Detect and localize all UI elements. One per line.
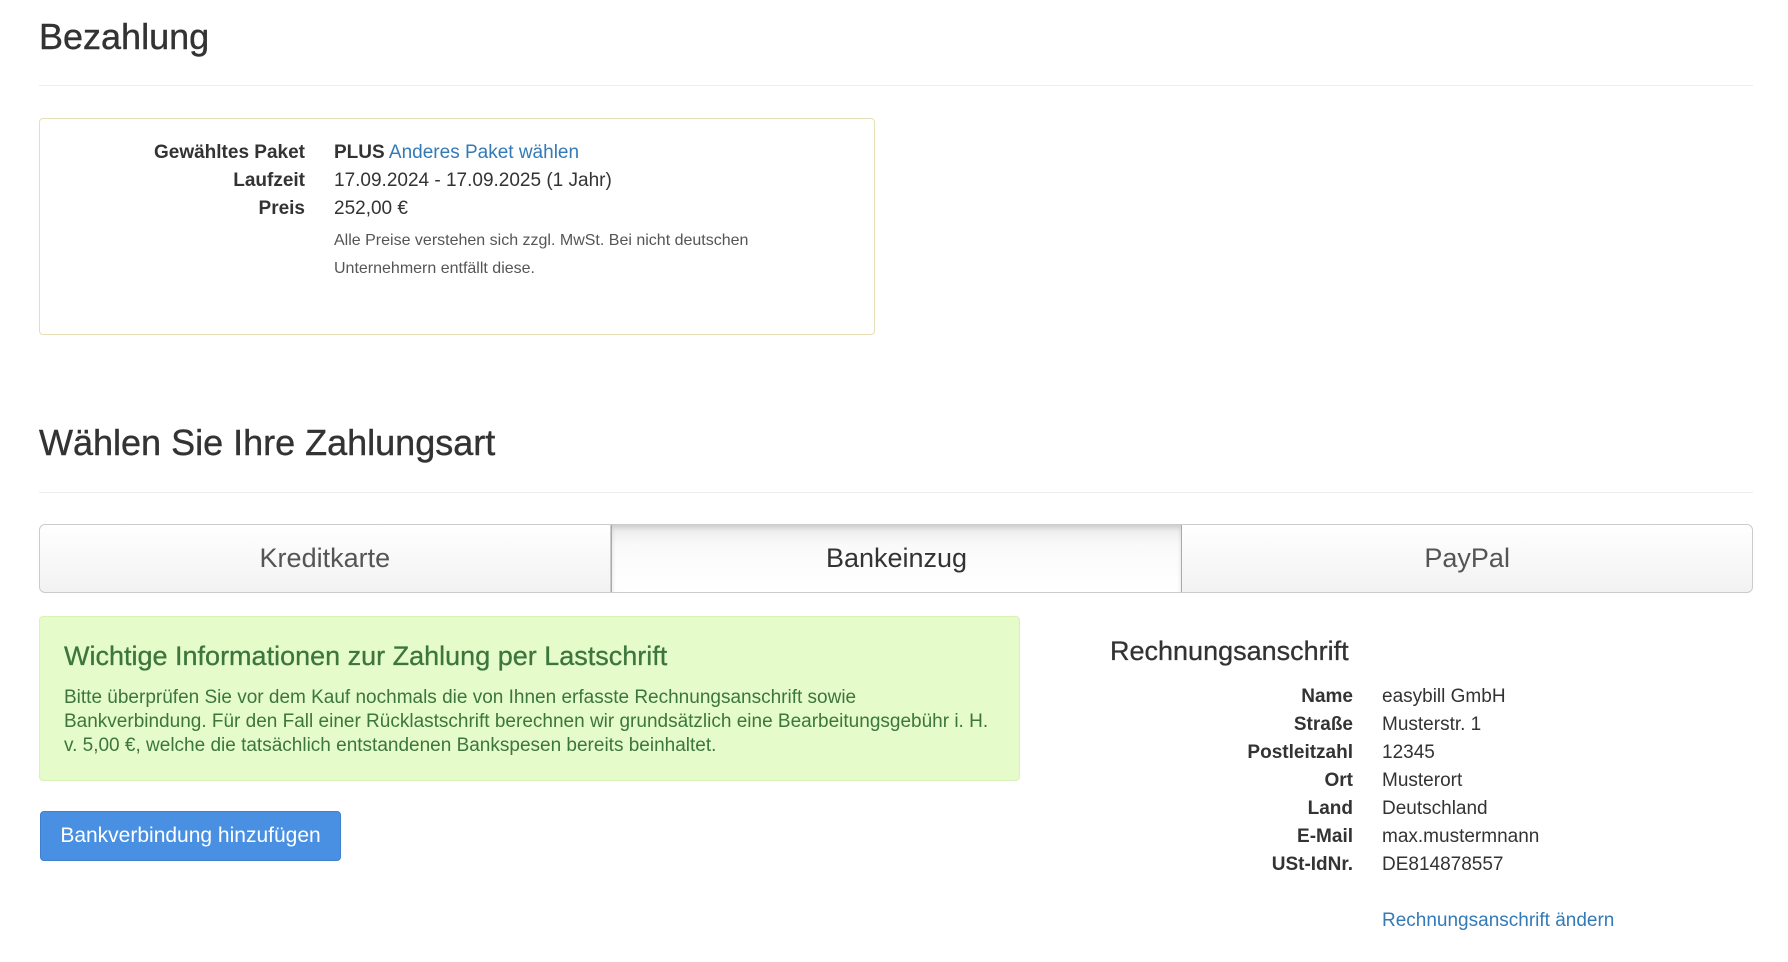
address-row	[1110, 767, 1710, 795]
package-summary-box	[39, 118, 875, 335]
address-value: Deutschland	[1382, 798, 1488, 819]
address-row	[1110, 851, 1710, 879]
price-label: Preis	[258, 198, 305, 219]
term-row	[40, 167, 874, 195]
payment-heading: Bezahlung	[39, 16, 210, 57]
payment-method-tabs	[39, 524, 1753, 593]
address-row	[1110, 823, 1710, 851]
tab-bankeinzug[interactable]: Bankeinzug	[611, 525, 1183, 592]
address-value: easybill GmbH	[1382, 686, 1506, 707]
term-label: Laufzeit	[233, 170, 305, 191]
address-label: USt-IdNr.	[1271, 854, 1353, 875]
alert-text: Bitte überprüfen Sie vor dem Kauf nochmals die von Ihnen erfasste Rechnungsanschrift sowie Bankverbindung. Für den Fall einer Rücklastschrift berechnen wir grundsätzlich eine Bearbeitungsgebühr i. H. v. 5,00 €, welche die tatsächlich entstandenen Bankspesen bereits beinhaltet.	[64, 687, 989, 756]
address-label: Postleitzahl	[1247, 742, 1353, 763]
divider	[39, 85, 1753, 86]
term-value: 17.09.2024 - 17.09.2025 (1 Jahr)	[334, 170, 612, 191]
tab-kreditkarte[interactable]: Kreditkarte	[40, 525, 611, 592]
payment-method-heading: Wählen Sie Ihre Zahlungsart	[39, 422, 496, 463]
price-row	[40, 195, 874, 223]
address-label: Ort	[1324, 770, 1353, 791]
address-label: Straße	[1293, 714, 1353, 735]
billing-address-heading: Rechnungsanschrift	[1110, 636, 1349, 666]
package-value	[334, 139, 579, 167]
address-value: Musterort	[1382, 770, 1463, 791]
address-label: Name	[1301, 686, 1353, 707]
package-name: PLUS	[334, 142, 385, 163]
package-label: Gewähltes Paket	[153, 142, 305, 163]
add-bank-account-button[interactable]: Bankverbindung hinzufügen	[40, 811, 341, 861]
address-value: DE814878557	[1382, 854, 1504, 875]
package-row	[40, 139, 874, 167]
address-row	[1110, 711, 1710, 739]
address-row	[1110, 795, 1710, 823]
address-value: Musterstr. 1	[1382, 714, 1482, 735]
address-row	[1110, 683, 1710, 711]
address-row	[1110, 739, 1710, 767]
change-billing-address-link[interactable]: Rechnungsanschrift ändern	[1382, 910, 1615, 931]
address-value: max.mustermnann	[1382, 826, 1540, 847]
change-package-link[interactable]: Anderes Paket wählen	[388, 142, 580, 163]
tab-paypal[interactable]: PayPal	[1424, 543, 1510, 573]
alert-title: Wichtige Informationen zur Zahlung per Lastschrift	[64, 641, 668, 671]
divider	[39, 492, 1753, 493]
direct-debit-info-alert	[39, 616, 1020, 781]
address-value: 12345	[1382, 742, 1435, 763]
price-value: 252,00 €	[334, 198, 408, 219]
price-note: Alle Preise verstehen sich zzgl. MwSt. Bei nicht deutschen Unternehmern entfällt diese.	[334, 232, 749, 277]
address-label: E-Mail	[1297, 826, 1353, 847]
address-label: Land	[1307, 798, 1353, 819]
